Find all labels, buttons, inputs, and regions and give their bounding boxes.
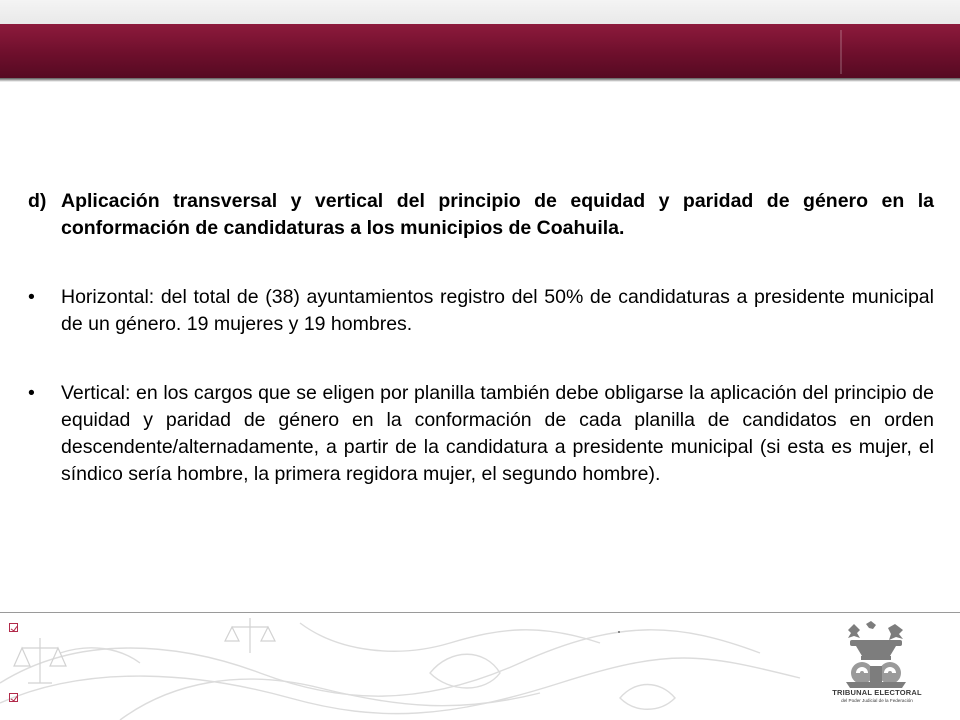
logo-subtitle: del Poder Judicial de la Federación <box>841 698 913 703</box>
footer-ornament <box>0 613 820 720</box>
top-strip <box>0 0 960 24</box>
bullet-marker: • <box>28 286 35 308</box>
slide-content <box>28 188 934 488</box>
logo-caption <box>822 688 932 703</box>
bullet-vertical-text: Vertical: en los cargos que se eligen por planilla también debe obligarse la aplicación del principio de equidad y paridad de género en la conformación de cada planilla de candidatos en orden descendente/alternadamente, a partir de la candidatura a presidente municipal (si esta es mujer, el síndico sería hombre, la primera regidora mujer, el segundo hombre). <box>61 382 934 485</box>
ornament-swirls-icon <box>0 613 820 720</box>
header-sheen <box>840 30 842 74</box>
item-d-marker: d) <box>28 190 47 212</box>
header-shadow <box>0 78 960 82</box>
bullet-horizontal-text: Horizontal: del total de (38) ayuntamientos registro del 50% de candidaturas a presidente municipal de un género. 19 mujeres y 19 hombres. <box>61 286 934 335</box>
item-d-text: Aplicación transversal y vertical del principio de equidad y paridad de género en la conformación de candidaturas a los municipios de Coahuila. <box>61 190 934 239</box>
footer-checkbox-icon <box>9 623 18 632</box>
header-bar <box>0 24 960 78</box>
bullet-horizontal <box>28 284 934 338</box>
logo-title: TRIBUNAL ELECTORAL <box>832 688 922 697</box>
bullet-vertical <box>28 380 934 488</box>
dot <box>618 631 620 633</box>
footer-checkbox-icon <box>9 693 18 702</box>
item-d <box>28 188 934 242</box>
bullet-marker: • <box>28 382 35 404</box>
